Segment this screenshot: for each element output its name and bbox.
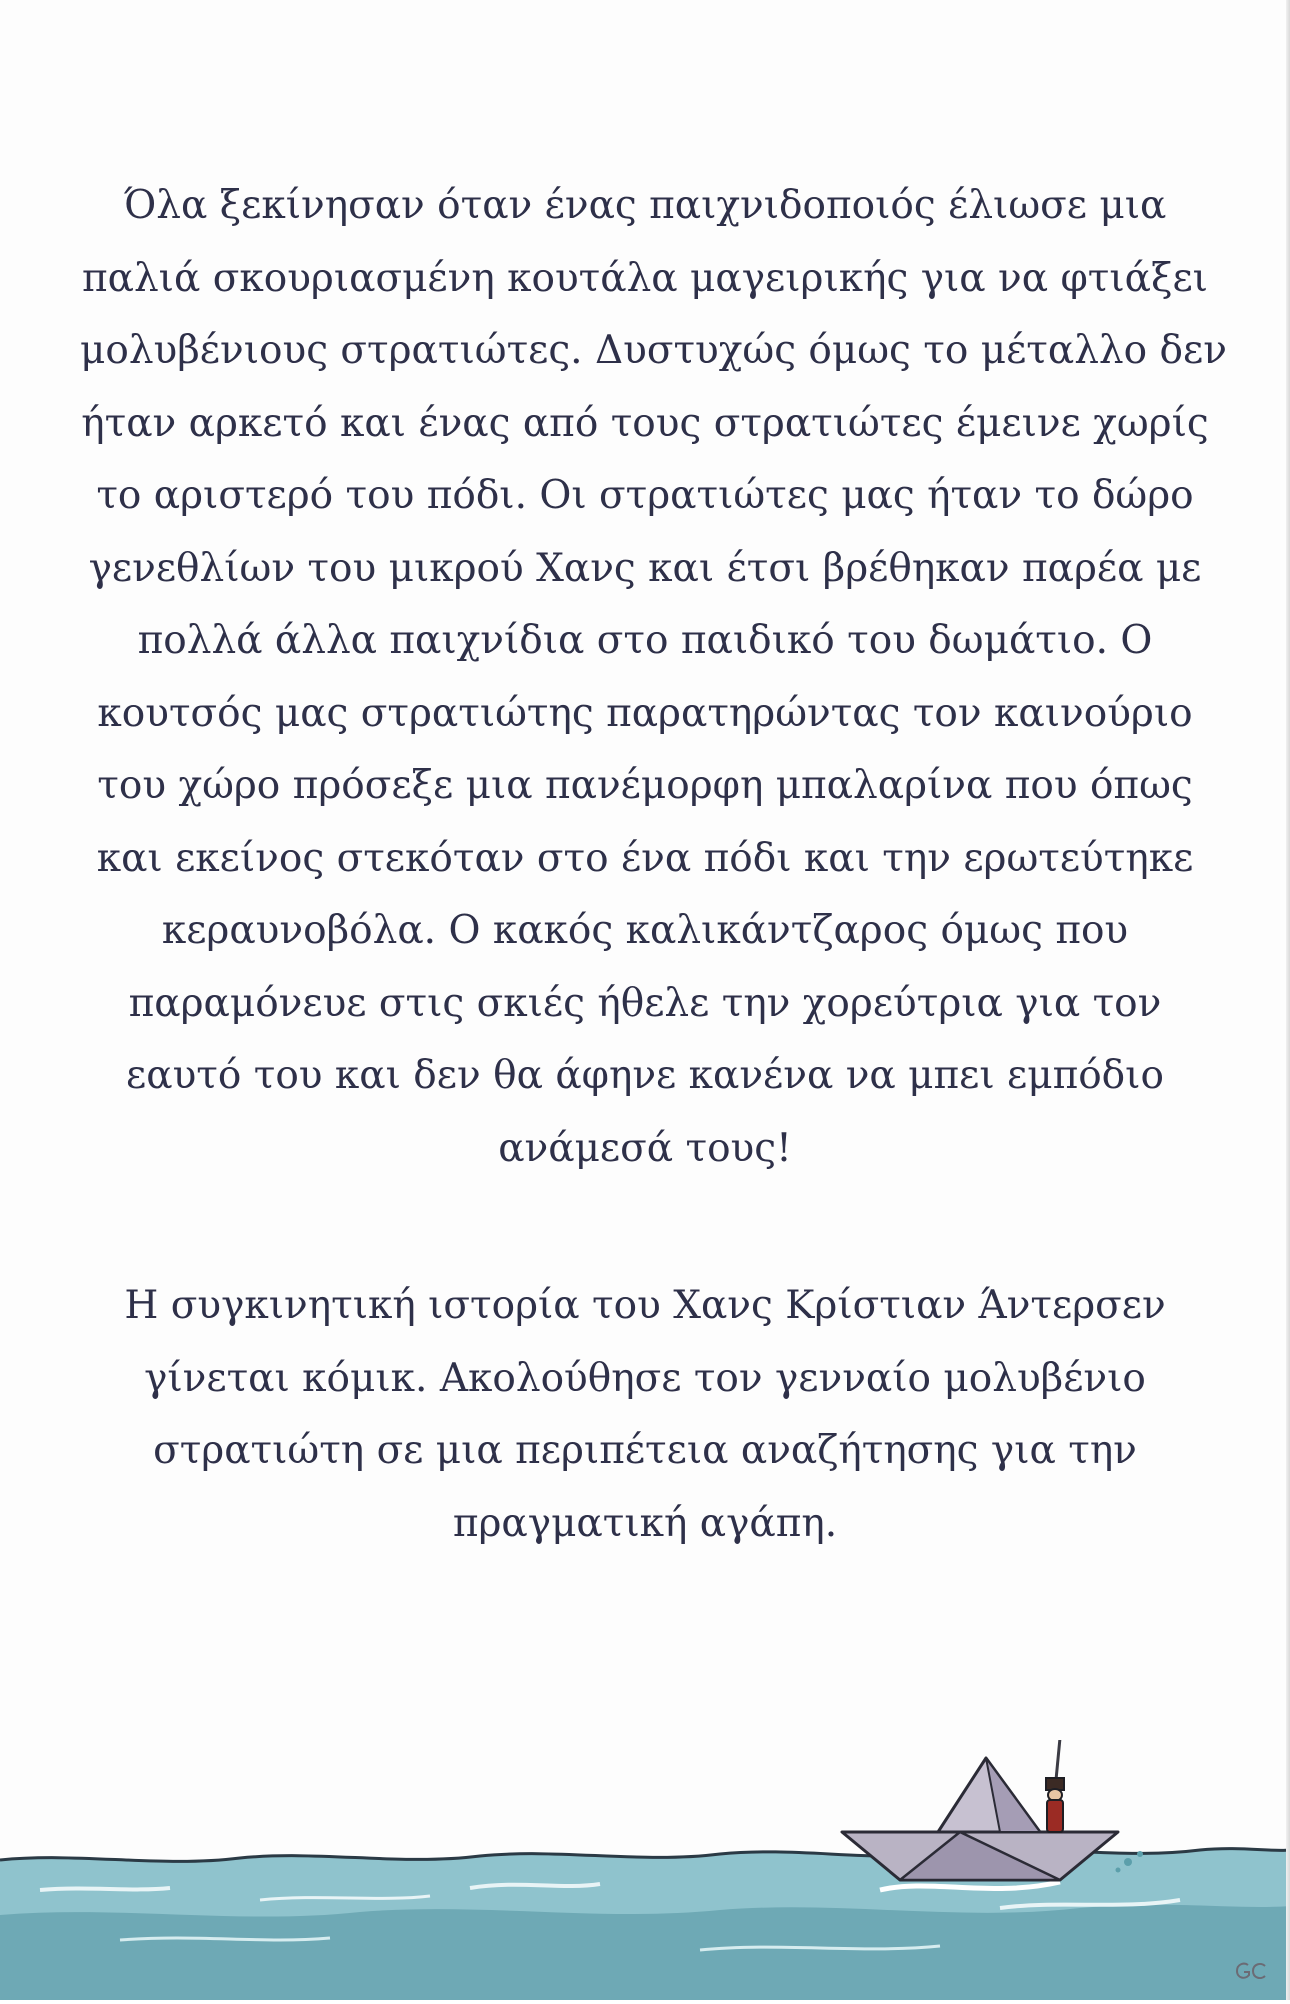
synopsis-paragraph-1 bbox=[80, 170, 1227, 1185]
synopsis-line: παλιά σκουριασμένη κουτάλα μαγειρικής για να φτιάξει bbox=[82, 255, 1208, 301]
synopsis-line: και εκείνος στεκόταν στο ένα πόδι και την ερωτεύτηκε bbox=[96, 835, 1194, 881]
synopsis-line: γενεθλίων του μικρού Χανς και έτσι βρέθηκαν παρέα με bbox=[88, 545, 1202, 591]
synopsis-line: πολλά άλλα παιχνίδια στο παιδικό του δωμάτιο. Ο bbox=[137, 618, 1153, 663]
artist-signature bbox=[1234, 1960, 1268, 1982]
synopsis-line: ανάμεσά τους! bbox=[498, 1125, 792, 1171]
synopsis-line: κουτσός μας στρατιώτης παρατηρώντας τον καινούριο bbox=[97, 690, 1193, 736]
synopsis-line: ήταν αρκετό και ένας από τους στρατιώτες έμεινε χωρίς bbox=[81, 400, 1209, 446]
synopsis-line: Η συγκινητική ιστορία του Χανς Κρίστιαν Άντερσεν bbox=[124, 1283, 1166, 1328]
tin-soldier-icon bbox=[1046, 1740, 1064, 1832]
sea-deep-band bbox=[0, 1905, 1290, 2000]
synopsis-line: του χώρο πρόσεξε μια πανέμορφη μπαλαρίνα που όπως bbox=[97, 763, 1193, 808]
synopsis-line: κεραυνοβόλα. Ο κακός καλικάντζαρος όμως που bbox=[161, 908, 1129, 953]
synopsis-line: εαυτό του και δεν θα άφηνε κανένα να μπει εμπόδιο bbox=[126, 1053, 1164, 1098]
sea-illustration bbox=[0, 1740, 1290, 2000]
paper-boat-icon bbox=[842, 1758, 1118, 1880]
synopsis-line: γίνεται κόμικ. Ακολούθησε τον γενναίο μολυβένιο bbox=[144, 1355, 1146, 1401]
synopsis-line: πραγματική αγάπη. bbox=[452, 1500, 838, 1546]
synopsis-line: στρατιώτη σε μια περιπέτεια αναζήτησης για την bbox=[153, 1428, 1137, 1473]
page-edge bbox=[1286, 0, 1290, 2000]
synopsis-line: μολυβένιους στρατιώτες. Δυστυχώς όμως το μέταλλο δεν bbox=[80, 328, 1227, 373]
synopsis-line: το αριστερό του πόδι. Οι στρατιώτες μας ήταν το δώρο bbox=[96, 473, 1194, 518]
synopsis-paragraph-2 bbox=[80, 1270, 1210, 1560]
synopsis-line: παραμόνευε στις σκιές ήθελε την χορεύτρια για τον bbox=[128, 980, 1162, 1026]
synopsis-line: Όλα ξεκίνησαν όταν ένας παιχνιδοποιός έλιωσε μια bbox=[123, 183, 1167, 228]
